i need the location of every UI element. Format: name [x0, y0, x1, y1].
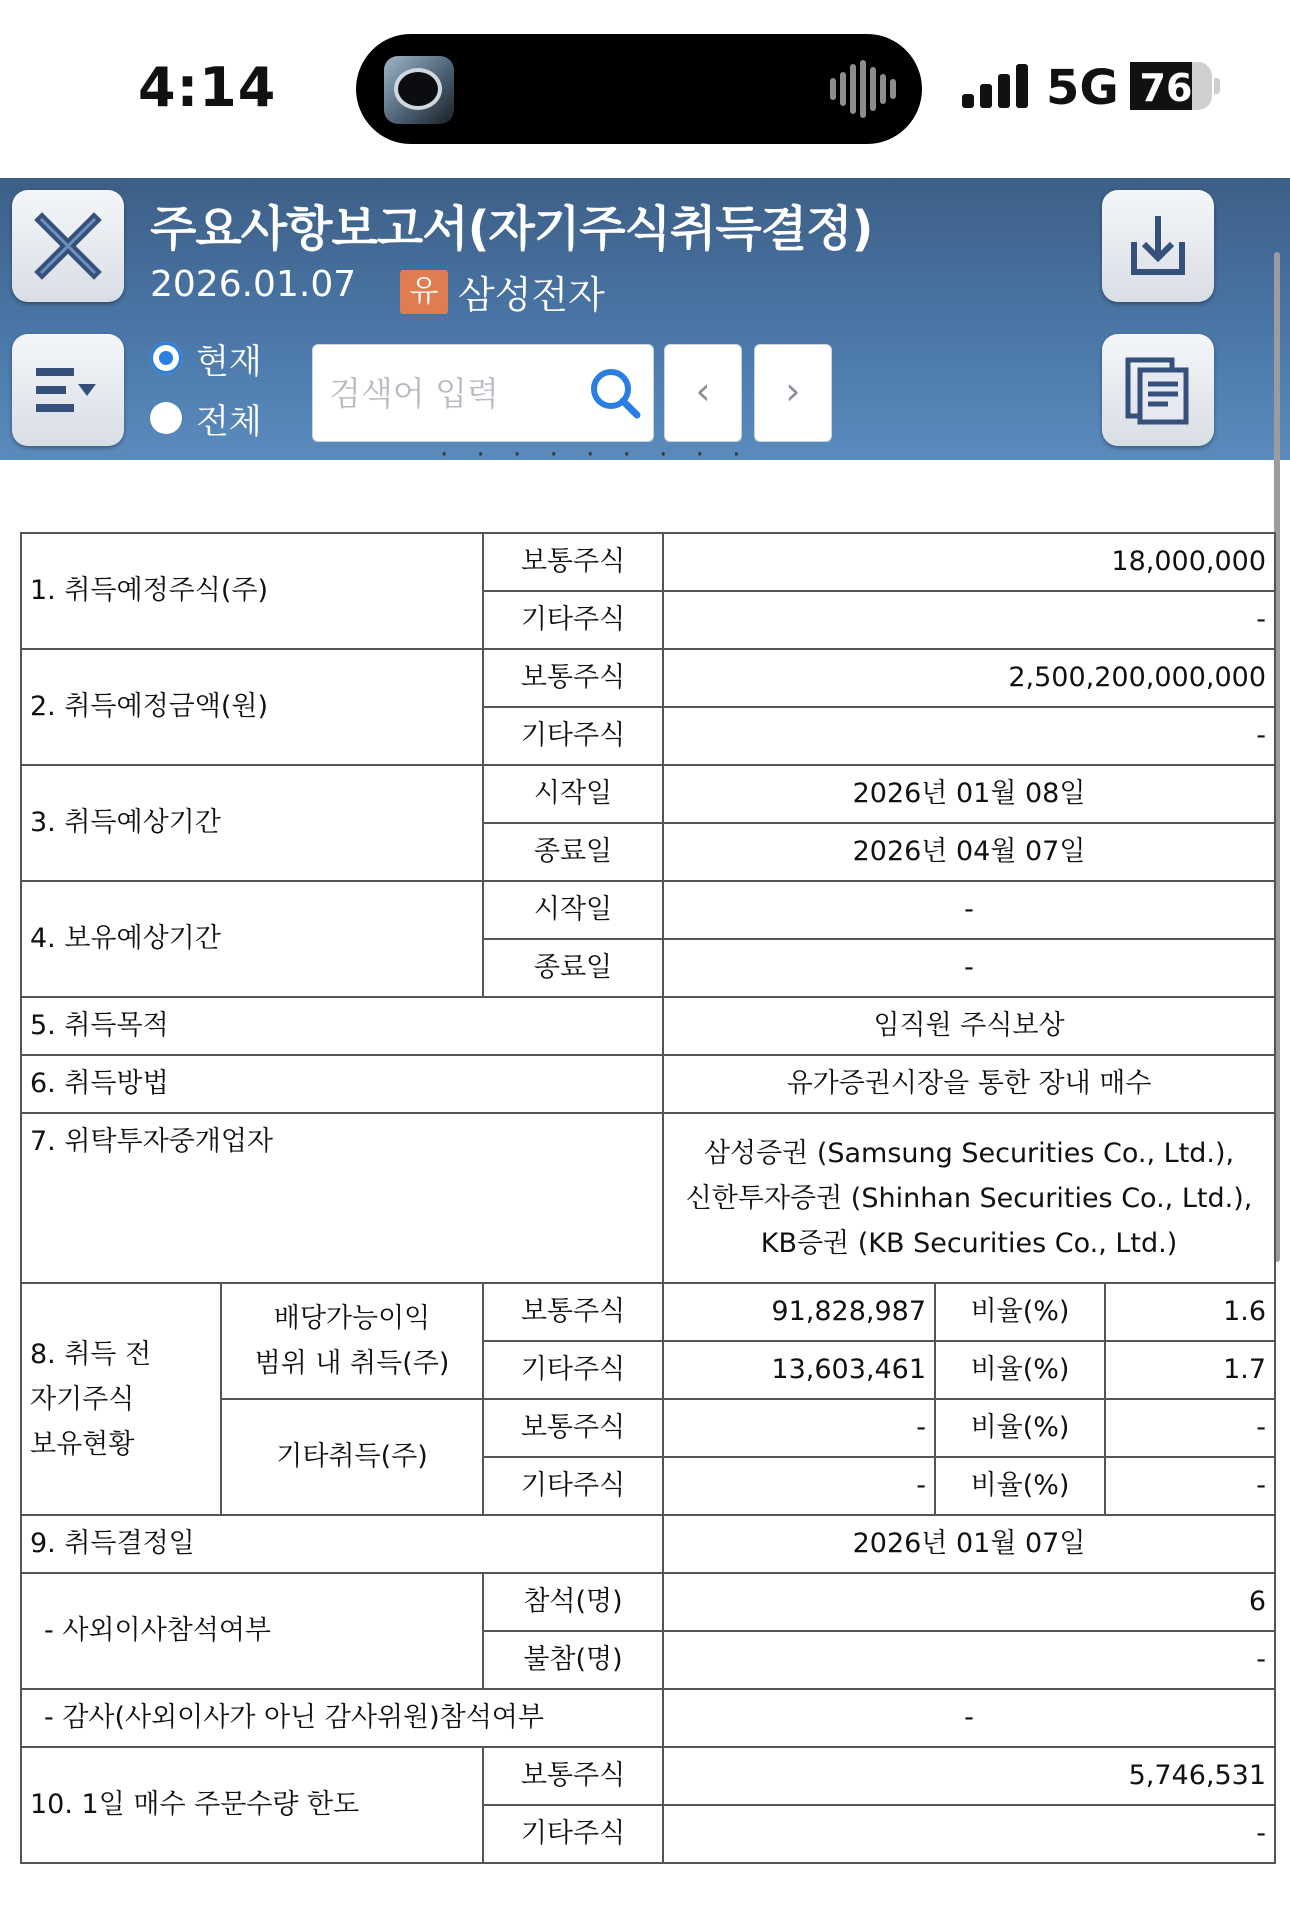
row-label: 1. 취득예정주식(주)	[21, 533, 483, 649]
search-icon[interactable]	[587, 365, 643, 421]
status-bar	[0, 0, 1290, 178]
row-label: - 감사(사외이사가 아닌 감사위원)참석여부	[21, 1689, 663, 1747]
battery-tip	[1214, 78, 1220, 94]
ratio-label: 비율(%)	[935, 1341, 1105, 1399]
audio-waveform-icon	[830, 60, 900, 118]
close-button[interactable]	[12, 190, 124, 302]
report-table	[20, 532, 1276, 1864]
brokers-cell	[663, 1113, 1275, 1283]
document-list-icon	[1118, 350, 1198, 430]
row-label: 10. 1일 매수 주문수량 한도	[21, 1747, 483, 1863]
search-box	[312, 344, 654, 442]
value-cell: 유가증권시장을 통한 장내 매수	[663, 1055, 1275, 1113]
sub-label: 기타주식	[483, 707, 663, 765]
table-row	[21, 997, 1275, 1055]
row-label: 9. 취득결정일	[21, 1515, 663, 1573]
value-cell: -	[663, 881, 1275, 939]
radio-all-dot[interactable]	[150, 402, 182, 434]
ratio-cell: 1.7	[1105, 1341, 1275, 1399]
scrolled-heading-fragment: · · · · · · · · ·	[440, 440, 751, 470]
now-playing-thumbnail	[384, 56, 454, 124]
battery-icon	[1130, 62, 1212, 110]
sub-label: 보통주식	[483, 533, 663, 591]
group-label-line: 배당가능이익	[273, 1303, 431, 1334]
ratio-cell: 1.6	[1105, 1283, 1275, 1341]
report-title: 주요사항보고서(자기주식취득결정)	[150, 201, 873, 257]
value-cell: -	[663, 1689, 1275, 1747]
menu-button[interactable]	[12, 334, 124, 446]
row-label-line: 8. 취득 전	[30, 1338, 152, 1370]
sub-label: 보통주식	[483, 1399, 663, 1457]
download-button[interactable]	[1102, 190, 1214, 302]
sub-label: 시작일	[483, 765, 663, 823]
sub-label: 기타주식	[483, 1457, 663, 1515]
broker-line: 삼성증권 (Samsung Securities Co., Ltd.),	[703, 1137, 1235, 1169]
shares-cell: 13,603,461	[663, 1341, 935, 1399]
network-type: 5G	[1046, 60, 1119, 116]
sub-label: 불참(명)	[483, 1631, 663, 1689]
company-name[interactable]: 삼성전자	[458, 273, 605, 317]
sub-label: 참석(명)	[483, 1573, 663, 1631]
row-label: 2. 취득예정금액(원)	[21, 649, 483, 765]
row-label: 5. 취득목적	[21, 997, 663, 1055]
market-badge: 유	[400, 270, 448, 314]
value-cell: 2026년 04월 07일	[663, 823, 1275, 881]
table-row	[21, 649, 1275, 707]
table-row	[21, 1689, 1275, 1747]
sub-label: 종료일	[483, 823, 663, 881]
prev-result-button[interactable]: ‹	[664, 344, 742, 442]
next-result-button[interactable]: ›	[754, 344, 832, 442]
document-list-button[interactable]	[1102, 334, 1214, 446]
group-label-line: 범위 내 취득(주)	[254, 1348, 450, 1379]
sub-label: 기타주식	[483, 1341, 663, 1399]
value-cell: -	[663, 707, 1275, 765]
value-cell: -	[663, 1805, 1275, 1863]
row-label	[21, 1283, 221, 1515]
table-row	[21, 881, 1275, 939]
radio-all-label: 전체	[196, 402, 262, 442]
status-time: 4:14	[138, 56, 277, 119]
radio-current[interactable]	[150, 334, 270, 384]
row-label-line: 보유현황	[30, 1428, 135, 1460]
report-header	[0, 178, 1290, 460]
ratio-label: 비율(%)	[935, 1283, 1105, 1341]
sub-label: 기타주식	[483, 591, 663, 649]
value-cell: 18,000,000	[663, 533, 1275, 591]
shares-cell: 91,828,987	[663, 1283, 935, 1341]
row-label: 6. 취득방법	[21, 1055, 663, 1113]
broker-line: KB증권 (KB Securities Co., Ltd.)	[760, 1227, 1178, 1259]
battery-level: 76	[1139, 66, 1193, 110]
value-cell: -	[663, 939, 1275, 997]
ratio-label: 비율(%)	[935, 1457, 1105, 1515]
ratio-cell: -	[1105, 1457, 1275, 1515]
value-cell: 2026년 01월 08일	[663, 765, 1275, 823]
sub-label: 기타주식	[483, 1805, 663, 1863]
value-cell: 2,500,200,000,000	[663, 649, 1275, 707]
value-cell: -	[663, 591, 1275, 649]
report-date: 2026.01.07	[150, 264, 357, 305]
shares-cell: -	[663, 1457, 935, 1515]
sub-label: 보통주식	[483, 649, 663, 707]
sub-label: 시작일	[483, 881, 663, 939]
sub-label: 종료일	[483, 939, 663, 997]
table-row	[21, 1283, 1275, 1341]
radio-current-label: 현재	[196, 342, 262, 382]
value-cell: -	[663, 1631, 1275, 1689]
row-label: - 사외이사참석여부	[21, 1573, 483, 1689]
row-label-line: 자기주식	[30, 1383, 135, 1415]
value-cell: 2026년 01월 07일	[663, 1515, 1275, 1573]
radio-current-dot[interactable]	[150, 342, 182, 374]
table-row	[21, 1113, 1275, 1283]
table-row	[21, 1747, 1275, 1805]
table-row	[21, 1573, 1275, 1631]
value-cell: 임직원 주식보상	[663, 997, 1275, 1055]
download-icon	[1118, 206, 1198, 286]
radio-all[interactable]	[150, 394, 270, 444]
table-row	[21, 765, 1275, 823]
value-cell: 5,746,531	[663, 1747, 1275, 1805]
group-label	[221, 1283, 483, 1399]
table-row	[21, 533, 1275, 591]
dynamic-island[interactable]	[356, 34, 922, 144]
broker-line: 신한투자증권 (Shinhan Securities Co., Ltd.),	[685, 1182, 1253, 1214]
sub-label: 보통주식	[483, 1283, 663, 1341]
cellular-signal-icon	[962, 62, 1028, 108]
row-label: 7. 위탁투자중개업자	[21, 1113, 663, 1283]
menu-dropdown-icon	[28, 350, 108, 430]
table-row	[21, 1055, 1275, 1113]
row-label: 3. 취득예상기간	[21, 765, 483, 881]
table-row	[21, 1515, 1275, 1573]
shares-cell: -	[663, 1399, 935, 1457]
sub-label: 보통주식	[483, 1747, 663, 1805]
group-label: 기타취득(주)	[221, 1399, 483, 1515]
value-cell: 6	[663, 1573, 1275, 1631]
search-input[interactable]	[327, 367, 581, 419]
close-icon	[28, 206, 108, 286]
ratio-cell: -	[1105, 1399, 1275, 1457]
ratio-label: 비율(%)	[935, 1399, 1105, 1457]
row-label: 4. 보유예상기간	[21, 881, 483, 997]
